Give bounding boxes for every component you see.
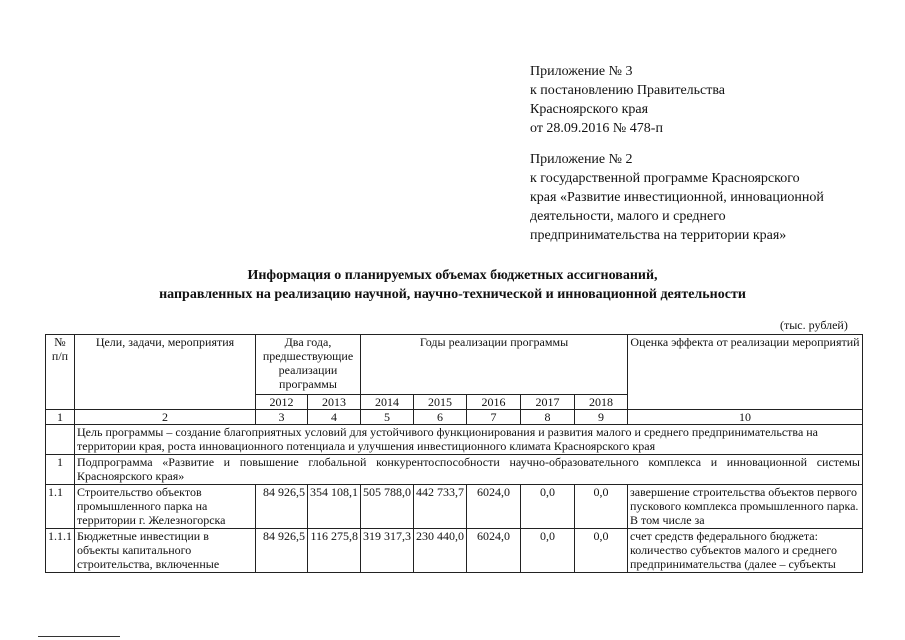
col-number: 8 <box>521 410 575 425</box>
col-number: 9 <box>575 410 628 425</box>
budget-table <box>45 334 863 573</box>
appendix-2-line: предпринимательства на территории края» <box>530 228 787 243</box>
appendix-3-block <box>530 62 725 138</box>
appendix-3-line: от 28.09.2016 № 478-п <box>530 121 663 136</box>
appendix-3-line: к постановлению Правительства <box>530 83 726 98</box>
title-line-1: Информация о планируемых объемах бюджетных ассигнований, <box>247 268 658 283</box>
subprogram-num: 1 <box>46 455 75 485</box>
title-line-2: направленных на реализацию научной, научно-технической и инновационной деятельности <box>159 287 746 302</box>
header-goals: Цели, задачи, мероприятия <box>75 335 256 410</box>
col-number: 1 <box>46 410 75 425</box>
row-num: 1.1.1 <box>46 529 75 573</box>
table-row <box>46 529 863 573</box>
year-cell: 2015 <box>414 395 467 410</box>
appendix-2-block <box>530 150 824 245</box>
year-cell: 2016 <box>467 395 521 410</box>
col-number: 4 <box>308 410 361 425</box>
row-value: 505 788,0 <box>361 485 414 529</box>
col-number: 10 <box>628 410 863 425</box>
row-value: 319 317,3 <box>361 529 414 573</box>
header-program-years: Годы реализации программы <box>361 335 628 395</box>
year-cell: 2017 <box>521 395 575 410</box>
row-value: 84 926,5 <box>256 485 308 529</box>
row-value: 0,0 <box>575 529 628 573</box>
row-name: Бюджетные инвестиции в объекты капитального строительства, включенные <box>75 529 256 573</box>
appendix-2-line: края «Развитие инвестиционной, инновационной <box>530 190 824 205</box>
year-cell: 2013 <box>308 395 361 410</box>
row-value: 6024,0 <box>467 485 521 529</box>
table-row <box>46 485 863 529</box>
subprogram-text: Подпрограмма «Развитие и повышение глобальной конкурентоспособности научно-образовательного комплекса и инновационной системы Красноярского края» <box>75 455 863 485</box>
row-name: Строительство объектов промышленного парка на территории г. Железногорска <box>75 485 256 529</box>
appendix-3-line: Красноярского края <box>530 102 649 117</box>
subprogram-row <box>46 455 863 485</box>
row-effect: завершение строительства объектов первого пускового комплекса промышленного парка. В том числе за <box>628 485 863 529</box>
row-value: 354 108,1 <box>308 485 361 529</box>
header-num: № п/п <box>46 335 75 410</box>
row-effect: счет средств федерального бюджета: количество субъектов малого и среднего предпринимательства (далее – субъекты <box>628 529 863 573</box>
year-cell: 2014 <box>361 395 414 410</box>
row-value: 84 926,5 <box>256 529 308 573</box>
appendix-2-line: к государственной программе Красноярского <box>530 171 800 186</box>
header-effect: Оценка эффекта от реализации мероприятий <box>628 335 863 410</box>
row-value: 116 275,8 <box>308 529 361 573</box>
appendix-2-line: Приложение № 2 <box>530 152 633 167</box>
goal-row <box>46 425 863 455</box>
column-numbers-row <box>46 410 863 425</box>
col-number: 3 <box>256 410 308 425</box>
col-number: 2 <box>75 410 256 425</box>
row-value: 230 440,0 <box>414 529 467 573</box>
row-value: 0,0 <box>521 529 575 573</box>
col-number: 7 <box>467 410 521 425</box>
row-value: 0,0 <box>521 485 575 529</box>
year-cell: 2018 <box>575 395 628 410</box>
header-prev-years: Два года, предшествующие реализации программы <box>256 335 361 395</box>
col-number: 5 <box>361 410 414 425</box>
unit-label: (тыс. рублей) <box>780 318 848 332</box>
col-number: 6 <box>414 410 467 425</box>
appendix-2-line: деятельности, малого и среднего <box>530 209 726 224</box>
header-row <box>46 335 863 395</box>
row-value: 442 733,7 <box>414 485 467 529</box>
goal-text: Цель программы – создание благоприятных условий для устойчивого функционирования и развития малого и среднего предпринимательства на территории края, роста инновационного потенциала и улучшения инвестиционного климата Красноярского края <box>75 425 863 455</box>
row-num: 1.1 <box>46 485 75 529</box>
year-cell: 2012 <box>256 395 308 410</box>
row-value: 0,0 <box>575 485 628 529</box>
appendix-3-line: Приложение № 3 <box>530 64 633 79</box>
document-title <box>0 266 905 304</box>
row-value: 6024,0 <box>467 529 521 573</box>
footnote-divider <box>38 636 120 637</box>
goal-num-cell <box>46 425 75 455</box>
